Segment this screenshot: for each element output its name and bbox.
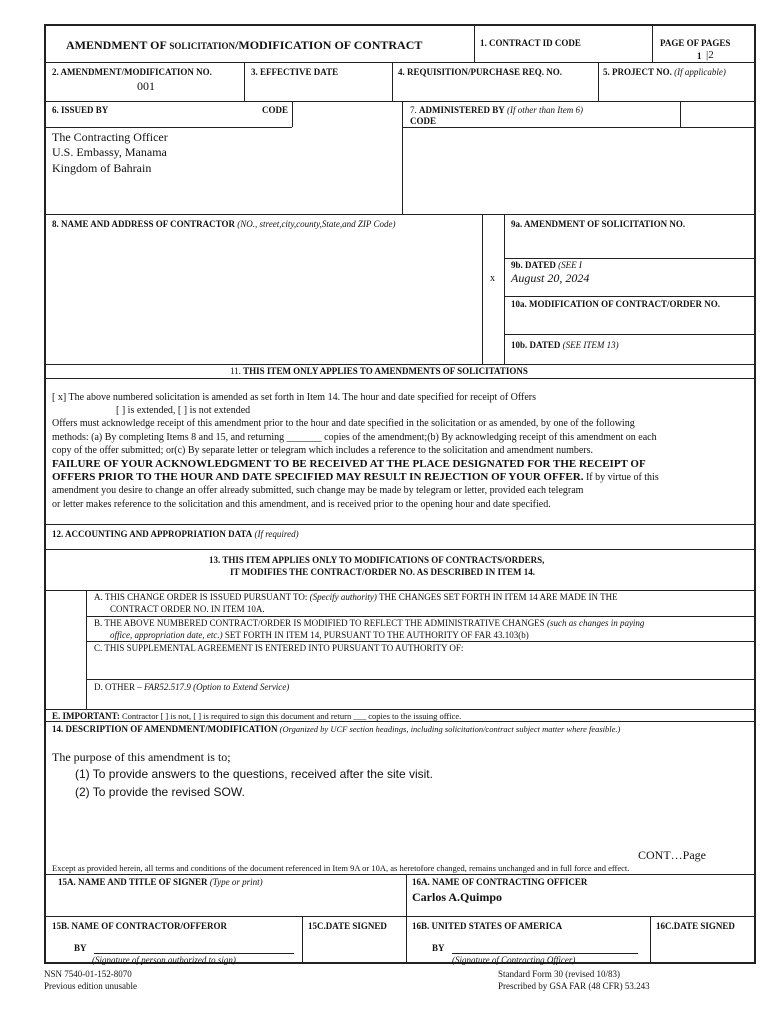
rule	[44, 549, 756, 550]
usa-label: 16B. UNITED STATES OF AMERICA	[412, 921, 563, 931]
rule	[86, 616, 756, 617]
rule	[44, 378, 756, 379]
rule	[504, 296, 756, 297]
rule	[482, 214, 483, 364]
item-13-c: C. THIS SUPPLEMENTAL AGREEMENT IS ENTERED INTO PURSUANT TO AUTHORITY OF:	[94, 643, 464, 653]
amendment-no-label: 2. AMENDMENT/MODIFICATION NO.	[52, 67, 212, 77]
contracting-officer-label: 16A. NAME OF CONTRACTING OFFICER	[412, 877, 588, 887]
rule	[402, 127, 756, 128]
item-13-heading: IT MODIFIES THE CONTRACT/ORDER NO. AS DESCRIBED IN ITEM 14.	[230, 567, 535, 577]
item-11-warning: FAILURE OF YOUR ACKNOWLEDGMENT TO BE RECEIVED AT THE PLACE DESIGNATED FOR THE RECEIPT OF	[52, 458, 646, 470]
item-11-text: copy of the offer submitted; or(c) By separate letter or telegram which includes a reference to the solicitation and amendment numbers.	[52, 445, 594, 456]
page-number: 1	[697, 51, 702, 61]
rule	[44, 214, 756, 215]
rule	[44, 101, 756, 102]
page-of-pages-label: PAGE OF PAGES	[660, 38, 731, 48]
rule	[652, 24, 653, 62]
pages-total: |2	[706, 49, 714, 61]
check-mark: x	[490, 273, 495, 284]
by-right-label: BY	[432, 943, 445, 953]
item-9a-label: 9a. AMENDMENT OF SOLICITATION NO.	[511, 219, 686, 229]
item-13-a: CONTRACT ORDER NO. IN ITEM 10A.	[110, 604, 265, 614]
rule	[44, 62, 756, 63]
rule	[504, 334, 756, 335]
item-11-text: or letter makes reference to the solicitation and this amendment, and is received prior to the opening hour and date specified.	[52, 499, 551, 510]
rule	[650, 916, 651, 964]
rule	[86, 641, 756, 642]
issued-by-label: 6. ISSUED BY	[52, 105, 109, 115]
nsn-number: NSN 7540-01-152-8070	[44, 969, 132, 979]
item-13-b: office, appropriation date, etc.) SET FORTH IN ITEM 14, PURSUANT TO THE AUTHORITY OF FAR 43.103(b)	[110, 630, 529, 640]
contractor-label: 8. NAME AND ADDRESS OF CONTRACTOR (NO., street,city,county,State,and ZIP Code)	[52, 219, 396, 229]
rule	[44, 874, 756, 875]
issued-by-code-label: CODE	[262, 105, 289, 115]
item-9b-label: 9b. DATED (SEE I	[511, 260, 582, 270]
item-13-d: D. OTHER – FAR52.517.9 (Option to Extend Service)	[94, 682, 290, 692]
rule	[86, 679, 756, 680]
item-10a-label: 10a. MODIFICATION OF CONTRACT/ORDER NO.	[511, 299, 721, 309]
rule	[44, 709, 756, 710]
rule	[86, 590, 87, 709]
rule	[598, 62, 599, 101]
item-14-label: 14. DESCRIPTION OF AMENDMENT/MODIFICATION (Organized by UCF section headings, including solicitation/contract subject matter where feasible.)	[52, 724, 621, 734]
issued-by-line: The Contracting Officer	[52, 130, 168, 144]
item-11-text: [ x] The above numbered solicitation is amended as set forth in Item 14. The hour and date specified for receipt of Offers	[52, 392, 537, 403]
project-no-label: 5. PROJECT NO. (If applicable)	[603, 67, 726, 77]
rule	[44, 127, 292, 128]
by-left-label: BY	[74, 943, 87, 953]
rule	[244, 62, 245, 101]
signature-caption-left: (Signature of person authorized to sign)	[92, 955, 236, 965]
item-14-list-item: (1) To provide answers to the questions, received after the site visit.	[75, 767, 433, 781]
item-10b-label: 10b. DATED (SEE ITEM 13)	[511, 340, 619, 350]
item-11-heading: 11. THIS ITEM ONLY APPLIES TO AMENDMENTS OF SOLICITATIONS	[230, 366, 528, 376]
item-e-important: E. IMPORTANT: Contractor [ ] is not, [ ] is required to sign this document and return ___ copies to the issuing office.	[52, 711, 462, 721]
rule	[402, 101, 403, 214]
item-13-a: A. THIS CHANGE ORDER IS ISSUED PURSUANT TO: (Specify authority) THE CHANGES SET FORTH IN ITEM 14 ARE MADE IN THE	[94, 592, 618, 602]
rule	[44, 524, 756, 525]
signature-line-left[interactable]	[94, 953, 294, 954]
rule	[44, 364, 756, 365]
effective-date-label: 3. EFFECTIVE DATE	[251, 67, 339, 77]
rule	[680, 101, 681, 127]
item-13-heading: 13. THIS ITEM APPLIES ONLY TO MODIFICATIONS OF CONTRACTS/ORDERS,	[209, 555, 545, 565]
date-signed-16c-label: 16C.DATE SIGNED	[656, 921, 735, 931]
item-11-text: Offers must acknowledge receipt of this amendment prior to the hour and date specified in the solicitation or as amended, by one of the following	[52, 418, 635, 429]
administered-by-label: 7. ADMINISTERED BY (If other than Item 6)	[410, 105, 583, 115]
rule	[302, 916, 303, 964]
requisition-label: 4. REQUISITION/PURCHASE REQ. NO.	[398, 67, 563, 77]
item-14-list-item: (2) To provide the revised SOW.	[75, 785, 245, 799]
item-14-cont: CONT…Page	[638, 848, 706, 862]
rule	[406, 874, 407, 964]
signature-caption-right: (Signature of Contracting Officer)	[452, 955, 576, 965]
rule	[504, 214, 505, 364]
item-11-warning: OFFERS PRIOR TO THE HOUR AND DATE SPECIFIED MAY RESULT IN REJECTION OF YOUR OFFER. If by virtue of this	[52, 471, 659, 483]
issued-by-line: U.S. Embassy, Manama	[52, 145, 167, 159]
item-9b-value: August 20, 2024	[511, 271, 590, 285]
item-14-purpose: The purpose of this amendment is to;	[52, 750, 231, 764]
item-12-label: 12. ACCOUNTING AND APPROPRIATION DATA (If required)	[52, 529, 299, 539]
rule	[504, 258, 756, 259]
rule	[392, 62, 393, 101]
rule	[292, 101, 293, 127]
item-11-text: amendment you desire to change an offer already submitted, such change may be made by telegram or letter, provided each telegram	[52, 485, 584, 496]
signer-name-label: 15A. NAME AND TITLE OF SIGNER (Type or print)	[58, 877, 263, 887]
standard-form-note: Standard Form 30 (revised 10/83)	[498, 969, 620, 979]
signature-line-right[interactable]	[452, 953, 638, 954]
prescribed-note: Prescribed by GSA FAR (48 CFR) 53.243	[498, 981, 650, 991]
rule	[44, 590, 756, 591]
contractor-offeror-label: 15B. NAME OF CONTRACTOR/OFFEROR	[52, 921, 228, 931]
previous-edition-note: Previous edition unusable	[44, 981, 137, 991]
item-14-except: Except as provided herein, all terms and conditions of the document referenced in Item 9A or 10A, as heretofore changed, remains unchanged and in full force and effect.	[52, 863, 630, 873]
issued-by-line: Kingdom of Bahrain	[52, 161, 152, 175]
form-title: AMENDMENT OF SOLICITATION/MODIFICATION OF CONTRACT	[66, 38, 423, 52]
item-11-text: [ ] is extended, [ ] is not extended	[116, 405, 251, 416]
item-13-b: B. THE ABOVE NUMBERED CONTRACT/ORDER IS MODIFIED TO REFLECT THE ADMINISTRATIVE CHANGES (such as changes in paying	[94, 618, 645, 628]
item-11-text: methods: (a) By completing Items 8 and 15, and returning _______ copies of the amendment;(b) By acknowledging receipt of this amendment on each	[52, 432, 657, 443]
date-signed-15c-label: 15C.DATE SIGNED	[308, 921, 387, 931]
contracting-officer-name: Carlos A.Quimpo	[412, 890, 503, 904]
contract-id-label: 1. CONTRACT ID CODE	[480, 38, 581, 48]
administered-by-code-label: CODE	[410, 116, 437, 126]
rule	[474, 24, 475, 62]
amendment-no-value: 001	[137, 79, 155, 93]
